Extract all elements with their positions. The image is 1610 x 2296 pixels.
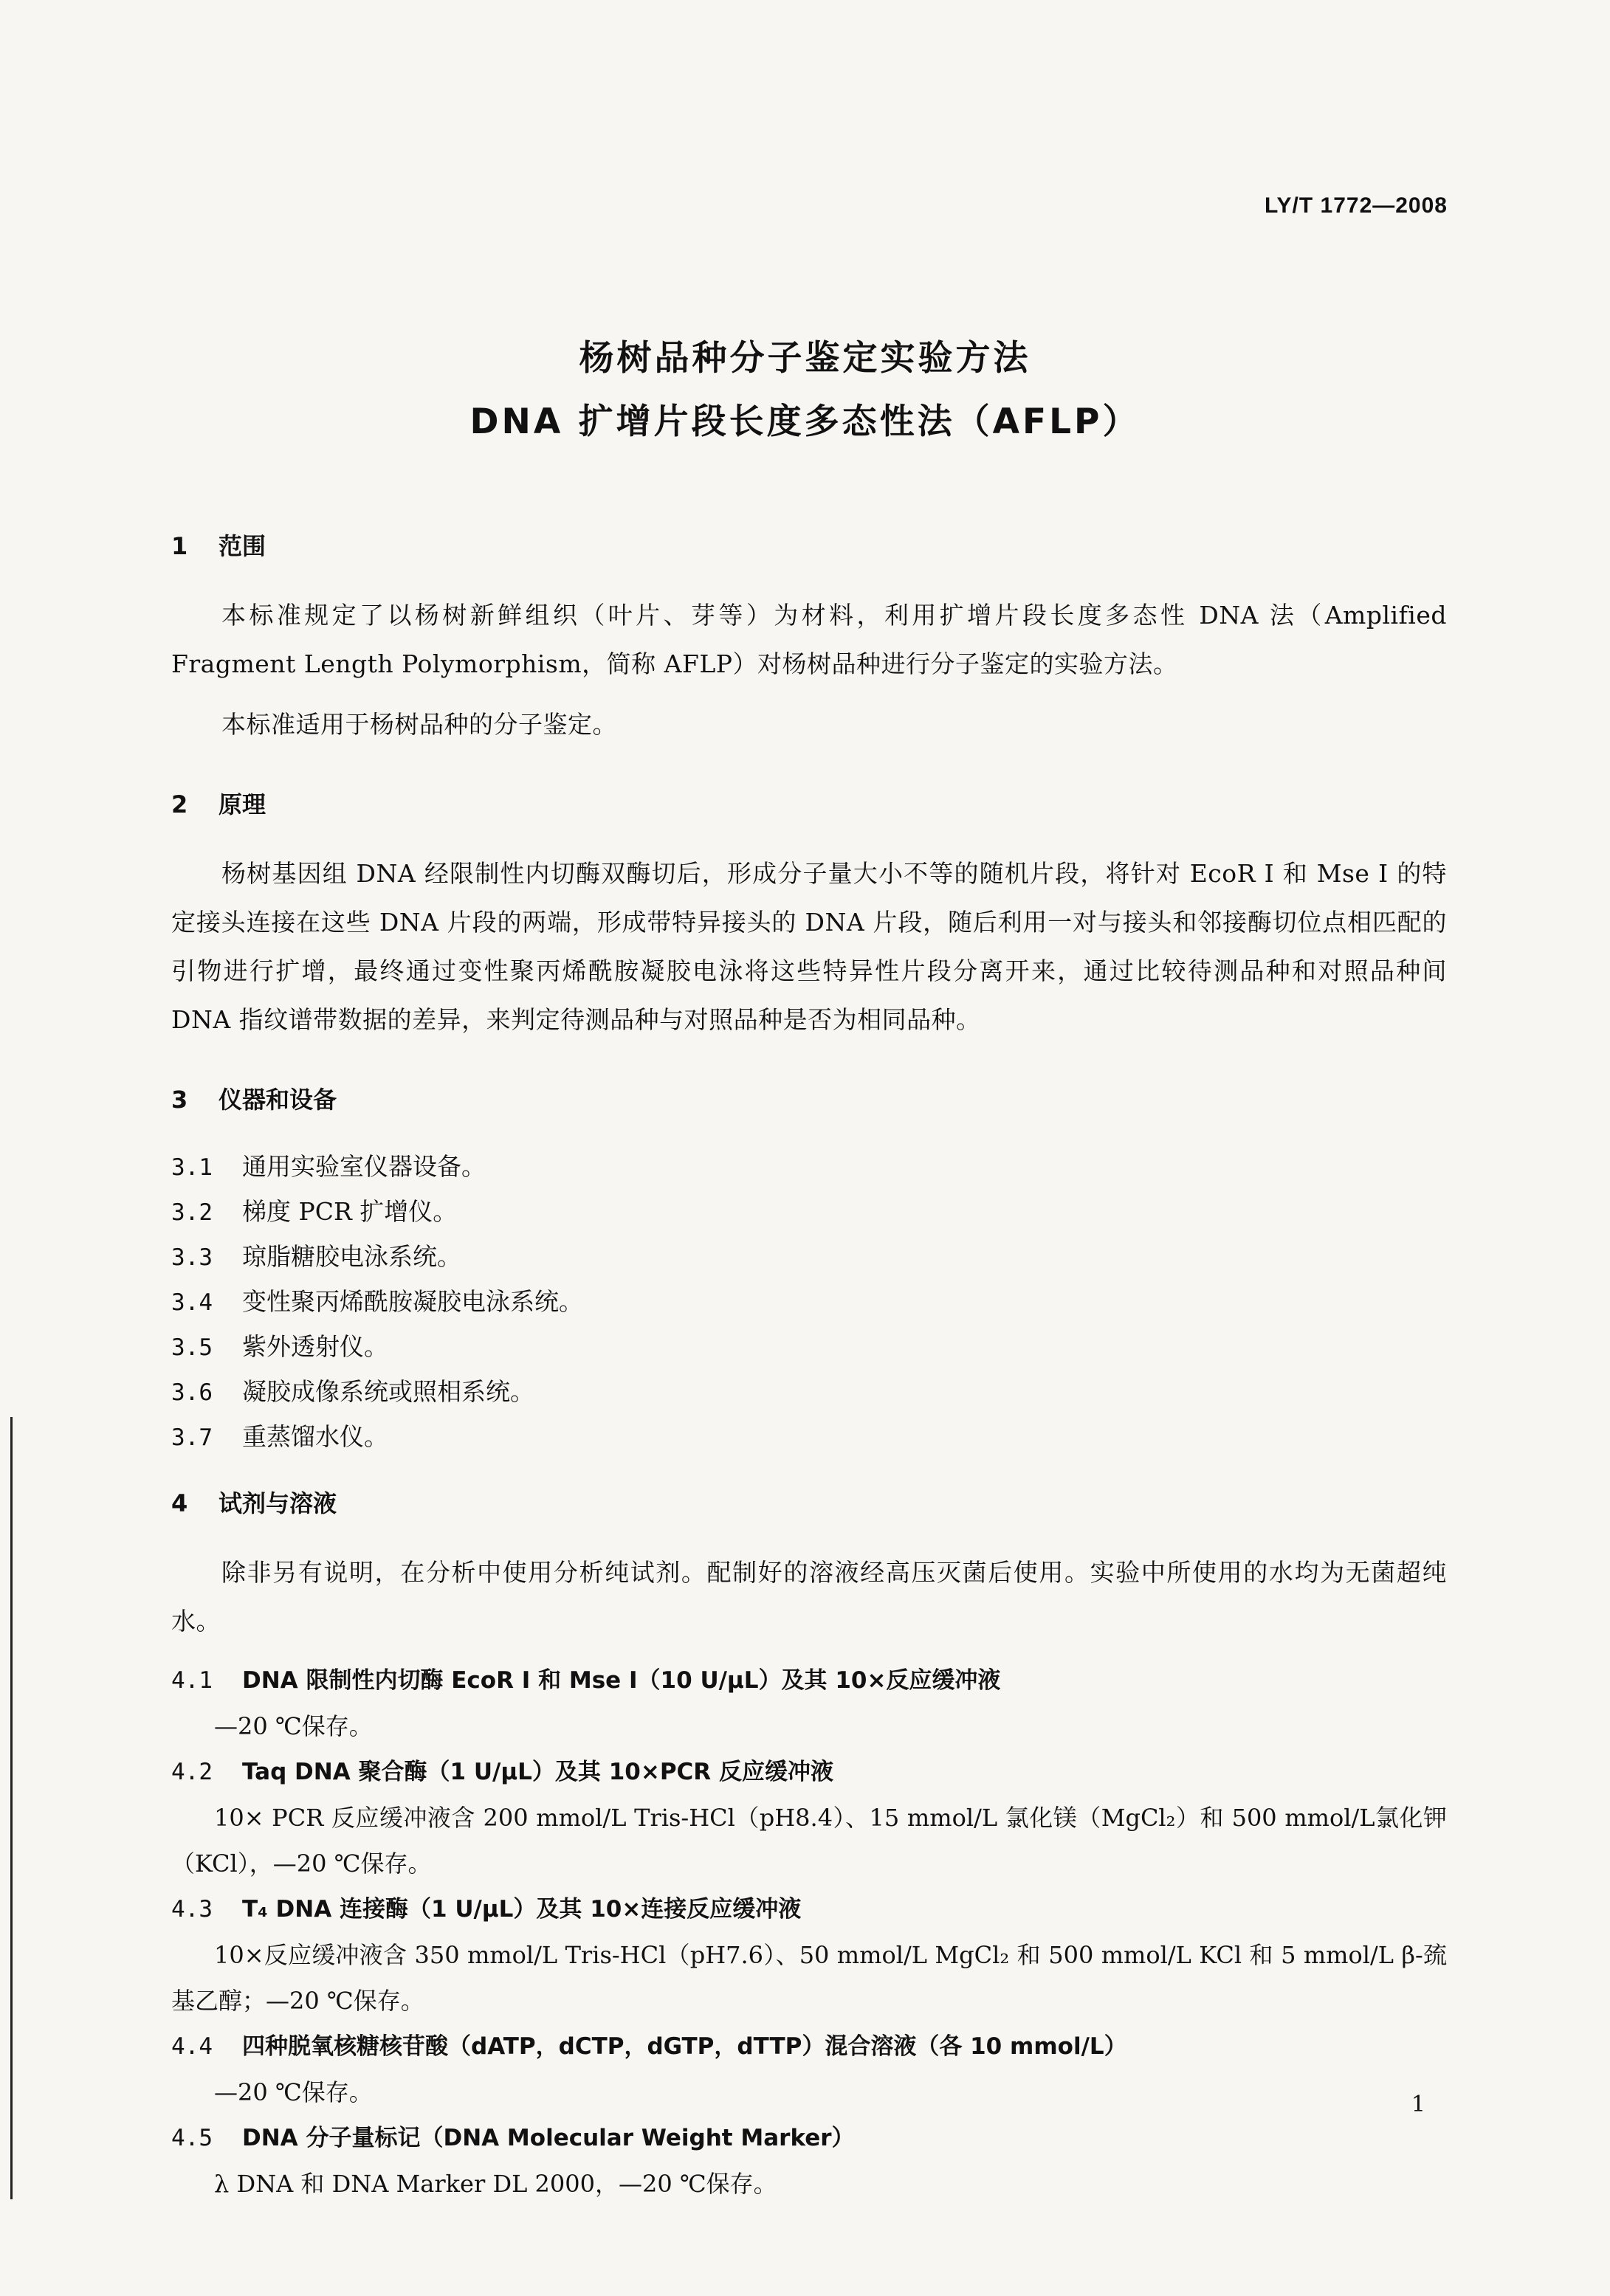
item-title: 四种脱氧核糖核苷酸（dATP，dCTP，dGTP，dTTP）混合溶液（各 10 mmol/L） — [242, 2033, 1127, 2060]
reagent-heading — [171, 1658, 1447, 1703]
section-heading-reagents — [171, 1485, 1447, 1519]
section-number: 2 — [171, 790, 188, 818]
reagent-heading — [171, 1886, 1447, 1932]
item-text: 琼脂糖胶电泳系统。 — [242, 1242, 461, 1271]
item-number: 4.1 — [171, 1667, 213, 1694]
reagent-body: 10× PCR 反应缓冲液含 200 mmol/L Tris-HCl（pH8.4）、15 mmol/L 氯化镁（MgCl₂）和 500 mmol/L氯化钾（KCl），—20 ℃保存。 — [171, 1804, 1447, 1878]
item-text: 紫外透射仪。 — [242, 1332, 388, 1361]
item-title: DNA 分子量标记（DNA Molecular Weight Marker） — [242, 2125, 855, 2151]
item-number: 3.2 — [171, 1199, 213, 1226]
section-heading-principle — [171, 786, 1447, 820]
list-item — [171, 1145, 1447, 1190]
item-text: 变性聚丙烯酰胺凝胶电泳系统。 — [242, 1287, 583, 1316]
section-heading-scope — [171, 528, 1447, 562]
scope-paragraph: 本标准规定了以杨树新鲜组织（叶片、芽等）为材料，利用扩增片段长度多态性 DNA 法（Amplified Fragment Length Polymorphism，简称 AFLP）对杨树品种进行分子鉴定的实验方法。 — [171, 601, 1447, 678]
reagent-body: λ DNA 和 DNA Marker DL 2000，—20 ℃保存。 — [214, 2170, 777, 2198]
section-title: 仪器和设备 — [219, 1086, 337, 1114]
list-item — [171, 1235, 1447, 1280]
document-body — [171, 528, 1447, 2207]
scope-applicability: 本标准适用于杨树品种的分子鉴定。 — [221, 710, 617, 739]
item-number: 4.5 — [171, 2125, 213, 2151]
section-number: 1 — [171, 532, 188, 560]
item-number: 3.7 — [171, 1424, 213, 1451]
reagent-heading — [171, 1749, 1447, 1795]
document-subtitle: DNA 扩增片段长度多态性法（AFLP） — [469, 401, 1141, 442]
section-title: 试剂与溶液 — [219, 1489, 337, 1517]
reagent-list — [171, 1658, 1447, 2207]
reagent-body: 10×反应缓冲液含 350 mmol/L Tris-HCl（pH7.6）、50 mmol/L MgCl₂ 和 500 mmol/L KCl 和 5 mmol/L β-巯基乙醇；—20 ℃保存。 — [171, 1941, 1447, 2015]
reagent-body: —20 ℃保存。 — [214, 1712, 373, 1740]
principle-paragraph: 杨树基因组 DNA 经限制性内切酶双酶切后，形成分子量大小不等的随机片段，将针对 EcoR I 和 Mse I 的特定接头连接在这些 DNA 片段的两端，形成带特异接头的 DNA 片段，随后利用一对与接头和邻接酶切位点相匹配的引物进行扩增，最终通过变性聚丙烯酰胺凝胶电泳将这些特异性片段分离开来，通过比较待测品种和对照品种间 DNA 指纹谱带数据的差异，来判定待测品种与对照品种是否为相同品种。 — [171, 859, 1447, 1034]
item-text: 重蒸馏水仪。 — [242, 1422, 388, 1451]
list-item — [171, 1370, 1447, 1415]
reagent-body: —20 ℃保存。 — [214, 2078, 373, 2106]
item-title: T₄ DNA 连接酶（1 U/μL）及其 10×连接反应缓冲液 — [242, 1896, 802, 1923]
reagent-heading — [171, 2024, 1447, 2069]
scan-edge-line — [10, 1417, 13, 2199]
list-item — [171, 1190, 1447, 1235]
item-text: 通用实验室仪器设备。 — [242, 1152, 486, 1181]
item-text: 梯度 PCR 扩增仪。 — [242, 1197, 458, 1226]
page-number: 1 — [1411, 2092, 1425, 2117]
instrument-list — [171, 1145, 1447, 1460]
reagents-paragraph: 除非另有说明，在分析中使用分析纯试剂。配制好的溶液经高压灭菌后使用。实验中所使用的水均为无菌超纯水。 — [171, 1558, 1447, 1635]
item-number: 3.5 — [171, 1334, 213, 1361]
item-number: 3.1 — [171, 1154, 213, 1181]
item-text: 凝胶成像系统或照相系统。 — [242, 1377, 534, 1406]
item-number: 3.3 — [171, 1244, 213, 1271]
list-item — [171, 1325, 1447, 1370]
list-item — [171, 1280, 1447, 1325]
item-number: 4.3 — [171, 1896, 213, 1923]
document-title: 杨树品种分子鉴定实验方法 — [579, 338, 1031, 379]
item-title: Taq DNA 聚合酶（1 U/μL）及其 10×PCR 反应缓冲液 — [242, 1759, 833, 1785]
section-title: 范围 — [219, 532, 266, 560]
standard-number: LY/T 1772—2008 — [1264, 193, 1448, 218]
item-number: 4.2 — [171, 1759, 213, 1785]
section-number: 3 — [171, 1086, 188, 1114]
section-title: 原理 — [219, 790, 266, 818]
section-heading-instruments — [171, 1081, 1447, 1115]
item-title: DNA 限制性内切酶 EcoR I 和 Mse I（10 U/μL）及其 10×反应缓冲液 — [242, 1667, 1001, 1694]
reagent-heading — [171, 2115, 1447, 2161]
item-number: 3.6 — [171, 1379, 213, 1406]
section-number: 4 — [171, 1489, 188, 1517]
item-number: 3.4 — [171, 1289, 213, 1316]
list-item — [171, 1415, 1447, 1460]
item-number: 4.4 — [171, 2033, 213, 2060]
